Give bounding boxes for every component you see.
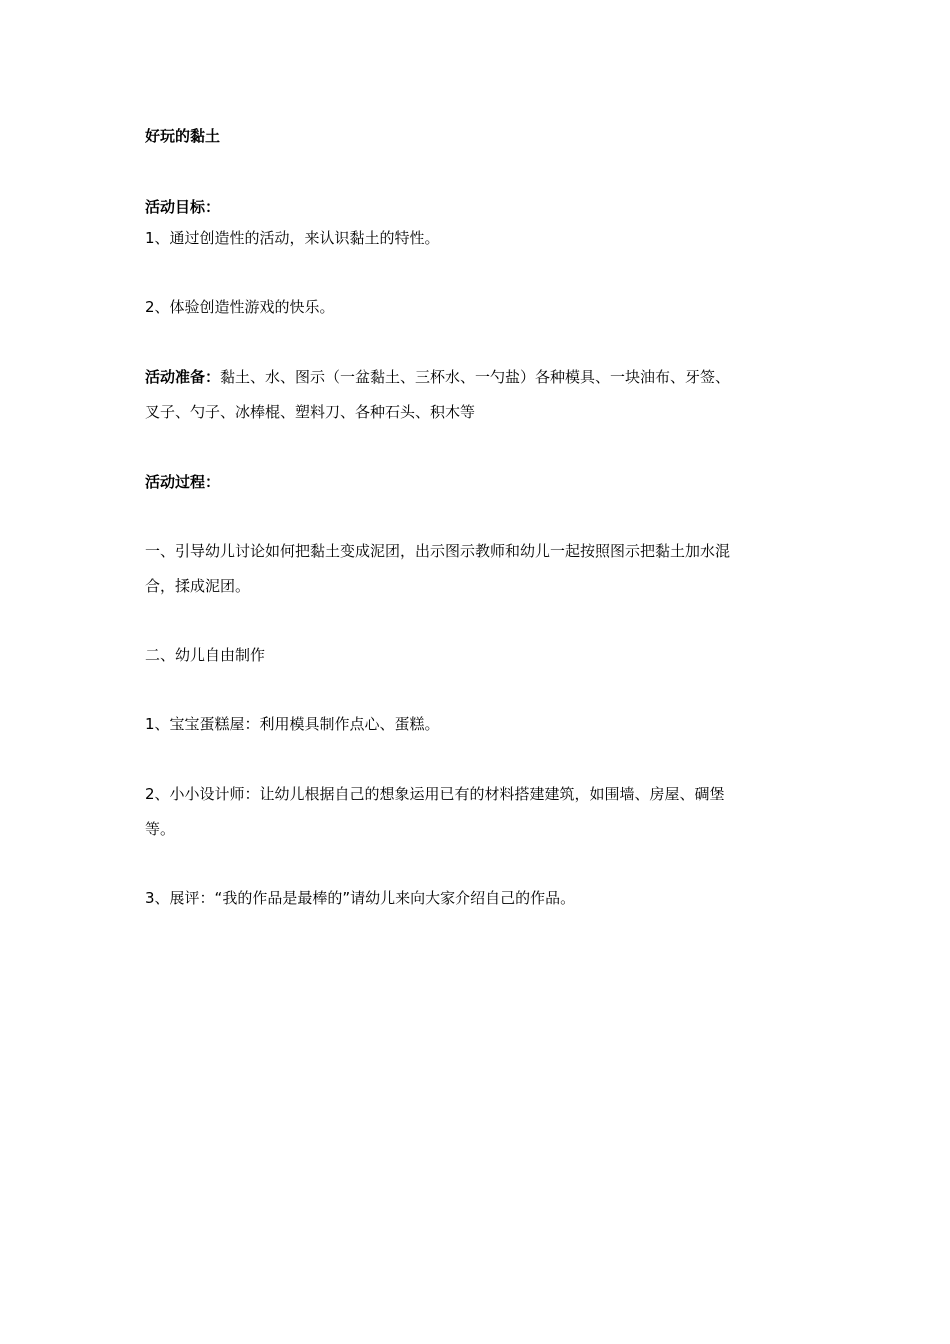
document-title: 好玩的黏土 [145,127,221,145]
preparation-text: 黏土、水、图示（一盆黏土、三杯水、一勺盐）各种模具、一块油布、牙签、 [220,368,731,386]
process-sub-item-2-line-2: 等。 [145,820,176,838]
process-step-2: 二、幼儿自由制作 [145,646,266,664]
process-sub-item-2-line-1: 2、小小设计师：让幼儿根据自己的想象运用已有的材料搭建建筑，如围墙、房屋、碉堡 [145,785,725,803]
preparation-line-2: 叉子、勺子、冰棒棍、塑料刀、各种石头、积木等 [145,403,476,421]
goal-item-2: 2、体验创造性游戏的快乐。 [145,298,335,316]
process-heading: 活动过程： [145,473,221,491]
process-step-1-line-2: 合，揉成泥团。 [145,577,251,595]
process-sub-item-1: 1、宝宝蛋糕屋：利用模具制作点心、蛋糕。 [145,715,440,733]
goal-item-1: 1、通过创造性的活动，来认识黏土的特性。 [145,229,440,247]
process-sub-item-3: 3、展评：“我的作品是最棒的”请幼儿来向大家介绍自己的作品。 [145,889,576,907]
preparation-label: 活动准备： [145,368,221,386]
preparation-line-1 [145,367,805,387]
goals-heading: 活动目标： [145,198,221,216]
process-step-1-line-1: 一、引导幼儿讨论如何把黏土变成泥团，出示图示教师和幼儿一起按照图示把黏土加水混 [145,542,731,560]
